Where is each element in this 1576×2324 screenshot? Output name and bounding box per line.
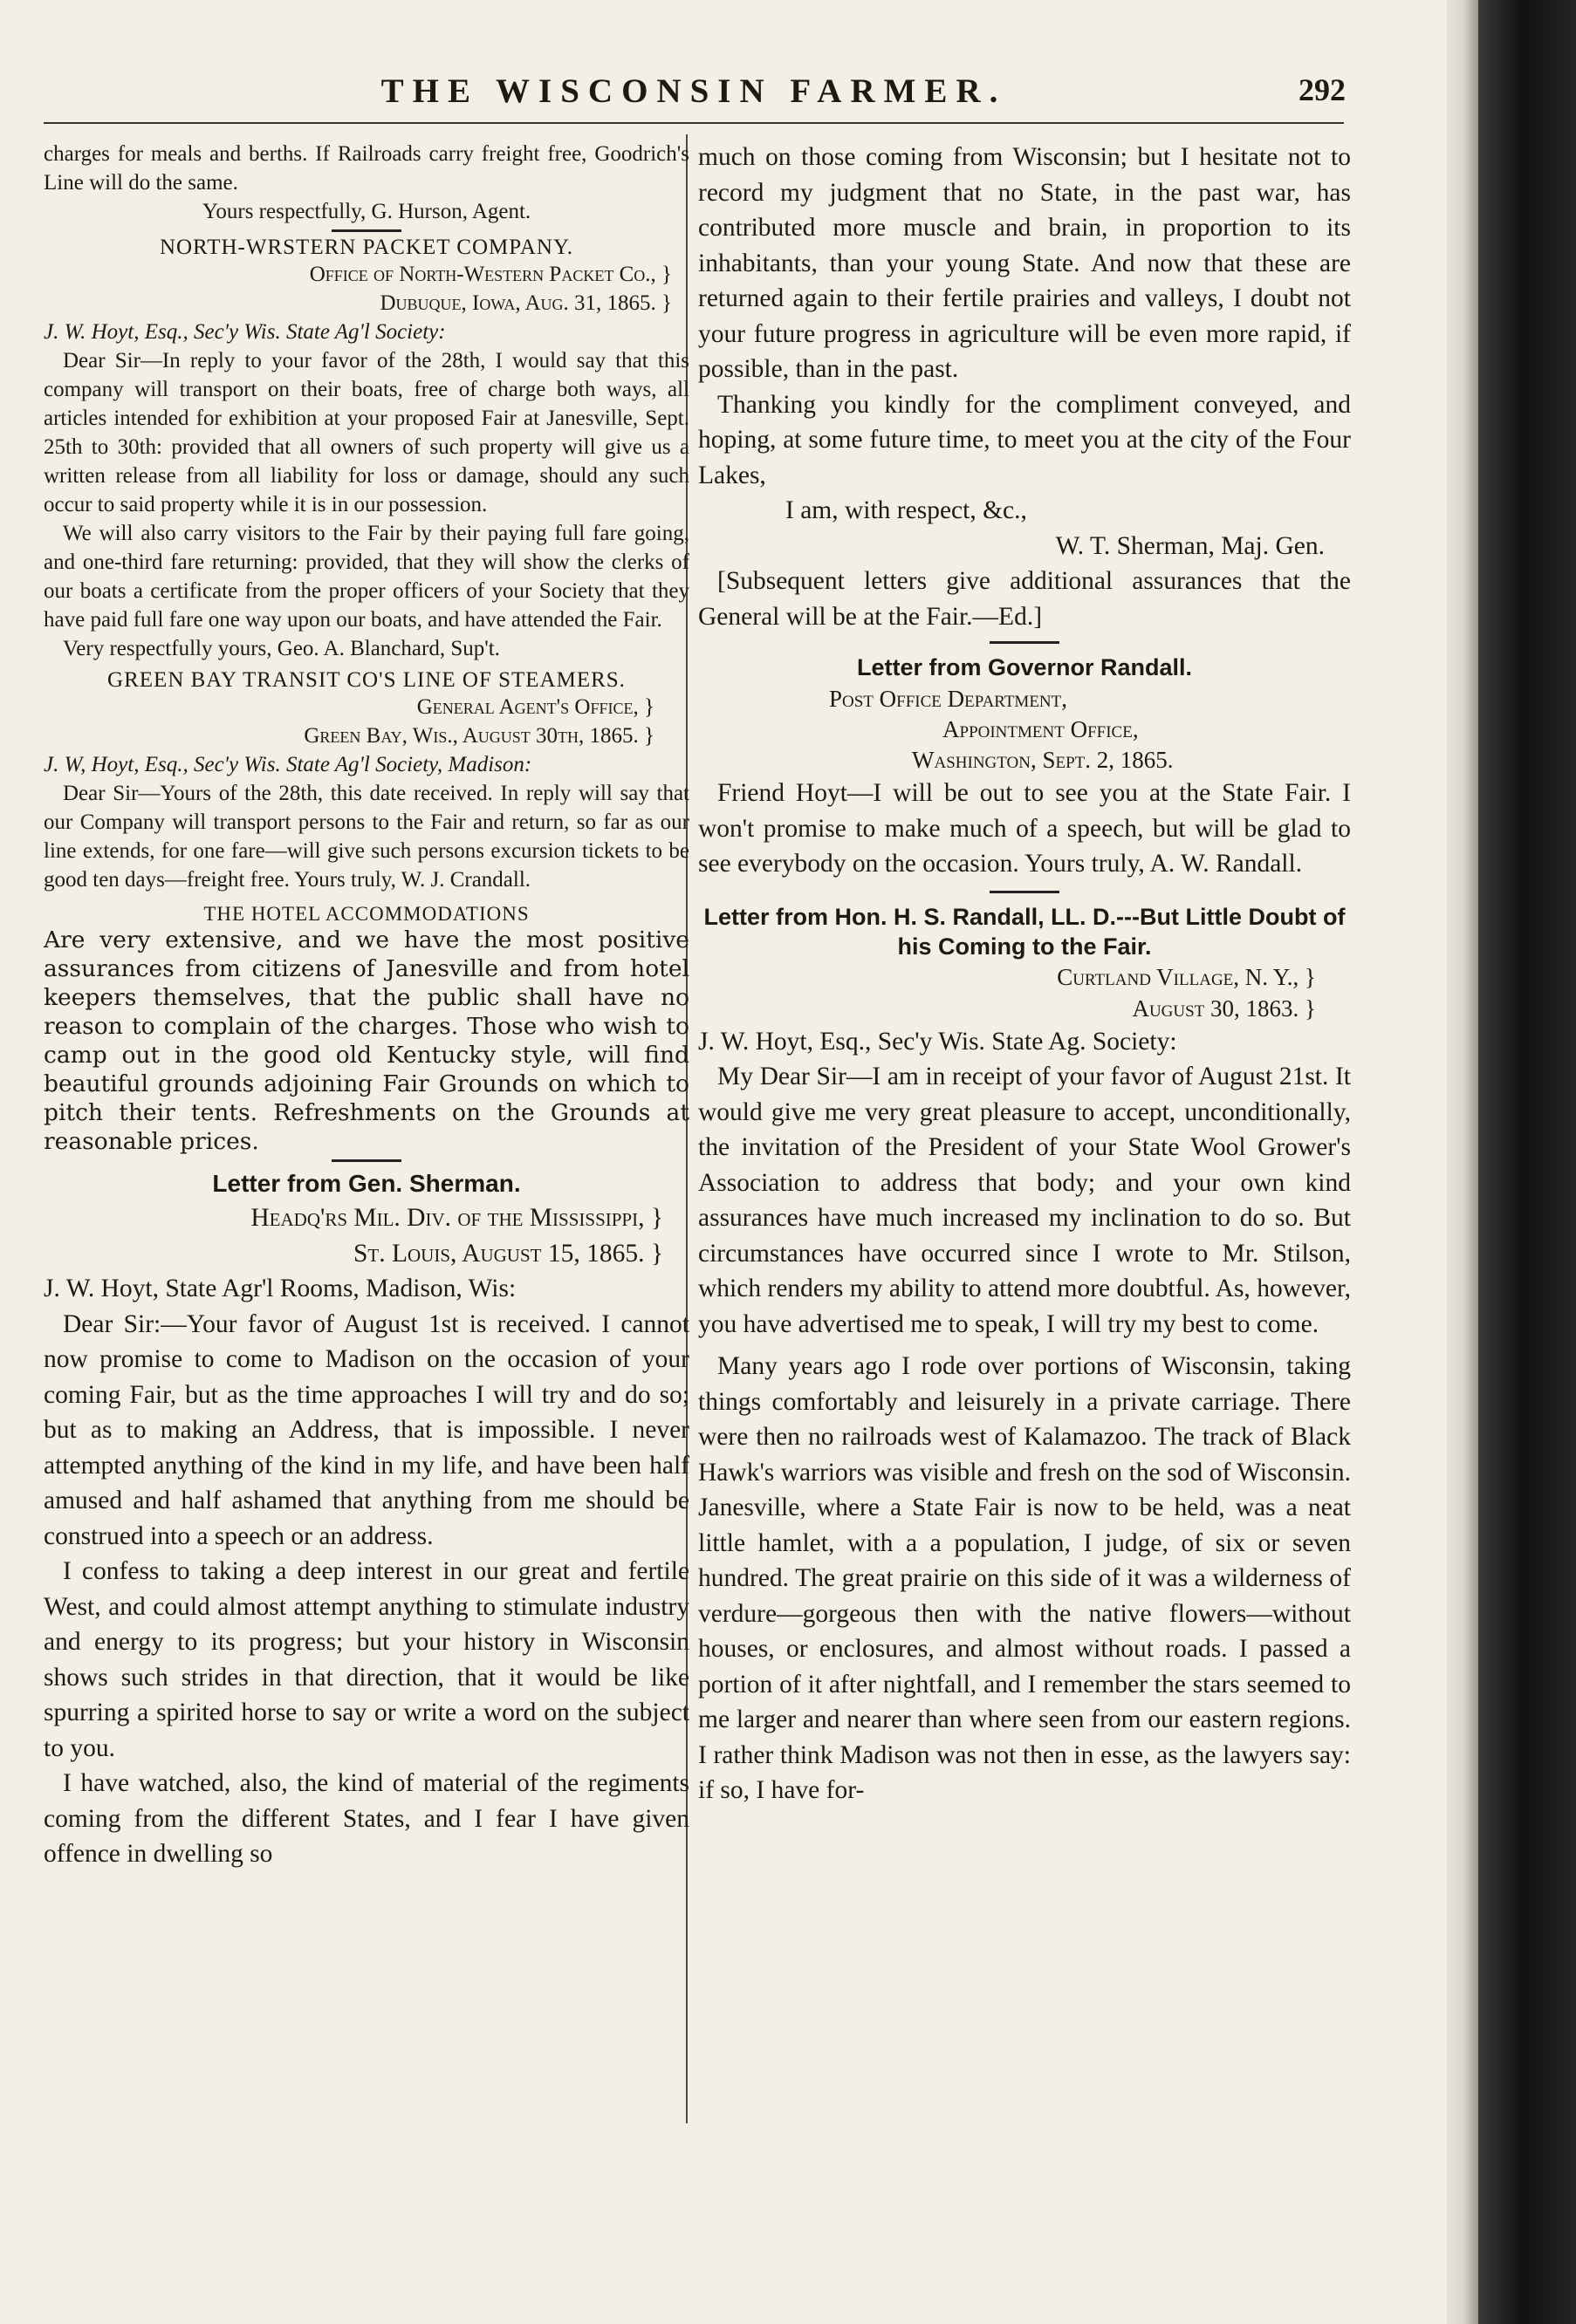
goodrich-text: charges for meals and berths. If Railroads carry freight free, Goodrich's Line will do the same. [44,142,689,195]
hs-paragraph-1: My Dear Sir—I am in receipt of your favor of August 21st. It would give me very great pleasure to accept, unconditionally, the invitation of the President of your State Wool Grower's Association to address that body; and your own kind assurances have much increased my inclination to do so. But circumstances have occurred since I wrote to Mr. Stilson, which renders my ability to attend more doubtful. As, however, you have advertised me to speak, I will try my best to come. [698,1063,1351,1338]
greenbay-body: Dear Sir—Yours of the 28th, this date received. In reply will say that our Company will transport persons to the Fair and return, so far as our line extends, for one fare—will give such persons excursion tickets to be good ten days—freight free. Yours truly, W. J. Crandall. [44,782,689,892]
hs-paragraph-2: Many years ago I rode over portions of Wisconsin, taking things comfortably and leisurely in a private carriage. There were then no railroads west of Kalamazoo. The track of Black Hawk's warriors was visible and fresh on the sod of Wisconsin. Janesville, where a State Fair is now to be held, was a neat little hamlet, with a a population, I judge, of six or seven hundred. The great prairie on this side of it was a wilderness of verdure—gorgeous then with the native flowers—without houses, or enclosures, and almost without roads. I passed a portion of it after nightfall, and I remember the stars seemed to me larger and nearer than where seen from our eastern regions. I rather think Madison was not then in esse, as the lawyers say: if so, I have for- [698,1352,1351,1804]
sherman-signature: W. T. Sherman, Maj. Gen. [1055,531,1325,560]
randall-address-3: Washington, Sept. 2, 1865. [912,747,1174,773]
hotel-heading: THE HOTEL ACCOMMODATIONS [203,903,530,925]
greenbay-heading: GREEN BAY TRANSIT CO'S LINE OF STEAMERS. [107,668,626,692]
running-header [44,72,1344,117]
separator [332,229,401,232]
spacer [698,1342,1351,1349]
randall-heading: Letter from Governor Randall. [856,654,1193,680]
sherman-continued: much on those coming from Wisconsin; but I hesitate not to record my judgment that no State, in the past war, has contributed more muscle and brain, in proportion to its inhabitants, than your young State. And now that these are returned again to their fertile prairies and valleys, I doubt not your future progress in agriculture will be even more rapid, if possible, than in the past. [698,143,1351,383]
left-column [44,140,689,1872]
greenbay-address-1: General Agent's Office, } [416,695,654,719]
packet-body: Dear Sir—In reply to your favor of the 28th, I would say that this company will transport on their boats, free of charge both ways, all articles intended for exhibition at your proposed Fair at Janesville, Sept. 25th to 30th: provided that all owners of such property will give us a written release from all liability for loss or damage, should any such occur to said property while it is in our possession. [44,349,689,516]
book-spine [1478,0,1576,2324]
hotel-body: Are very extensive, and we have the most positive assurances from citizens of Janesville and from hotel keepers themselves, that the public shall have no reason to complain of the charges. Those who wish to camp out in the good old Kentucky style, will find beautiful grounds adjoining Fair Grounds on which to pitch their tents. Refreshments on the Grounds at reasonable prices. [44,926,689,1155]
packet-signature: Very respectfully yours, Geo. A. Blanchard, Sup't. [63,637,500,660]
sherman-salutation: J. W. Hoyt, State Agr'l Rooms, Madison, Wis: [44,1275,517,1302]
sherman-paragraph-3: I have watched, also, the kind of material of the regiments coming from the different States, and I fear I have given offence in dwelling so [44,1769,689,1868]
sherman-address-1: Headq'rs Mil. Div. of the Mississippi, } [250,1204,663,1232]
editor-note: [Subsequent letters give additional assurances that the General will be at the Fair.—Ed.] [698,567,1351,631]
sherman-paragraph-2: I confess to taking a deep interest in our great and fertile West, and could almost attempt anything to stimulate industry and energy to its progress; but your history in Wisconsin shows such strides in that direction, that it would be like spurring a spirited horse to say or write a word on the subject to you. [44,1557,689,1762]
packet-body-2: We will also carry visitors to the Fair by their paying full fare going, and one-third fare returning: provided, that they will show the clerks of our boats a certificate from the proper officers of your Society that they have paid full fare one way upon our boats, and have attended the Fair. [44,522,689,632]
header-rule [44,122,1344,124]
randall-body: Friend Hoyt—I will be out to see you at the State Fair. I won't promise to make much of a speech, but will be glad to see everybody on the occasion. Yours truly, A. W. Randall. [698,779,1351,878]
spacer [44,894,689,903]
page-number: 292 [1298,72,1346,107]
right-column [698,140,1351,1808]
hs-address-2: August 30, 1863. } [1132,995,1316,1022]
sherman-paragraph-1: Dear Sir:—Your favor of August 1st is received. I cannot now promise to come to Madison on the occasion of your coming Fair, but as the time approaches I will try and do so; but as to making an Address, that is impossible. I never attempted anything of the kind in my life, and have been half amused and half ashamed that anything from me should be construed into a speech or an address. [44,1309,689,1550]
sherman-heading: Letter from Gen. Sherman. [212,1170,521,1197]
randall-address-2: Appointment Office, [942,716,1139,742]
hs-address-1: Curtland Village, N. Y., } [1057,963,1316,990]
greenbay-address-2: Green Bay, Wis., August 30th, 1865. } [304,724,654,748]
packet-heading: NORTH-WRSTERN PACKET COMPANY. [159,236,574,259]
packet-salutation: J. W. Hoyt, Esq., Sec'y Wis. State Ag'l Society: [44,320,446,344]
sherman-close: I am, with respect, &c., [785,496,1027,524]
randall-address-1: Post Office Department, [829,686,1068,712]
sherman-address-2: St. Louis, August 15, 1865. } [353,1239,663,1268]
separator [332,1159,401,1162]
greenbay-salutation: J. W, Hoyt, Esq., Sec'y Wis. State Ag'l Society, Madison: [44,753,532,776]
hs-salutation: J. W. Hoyt, Esq., Sec'y Wis. State Ag. Society: [698,1027,1177,1056]
page-edge [1447,0,1478,2324]
sherman-thanks: Thanking you kindly for the compliment conveyed, and hoping, at some future time, to meet you at the city of the Four Lakes, [698,390,1351,489]
hs-randall-heading: Letter from Hon. H. S. Randall, LL. D.---But Little Doubt of his Coming to the Fair. [703,903,1346,960]
journal-title: THE WISCONSIN FARMER. [380,72,1007,110]
packet-address-2: Dubuque, Iowa, Aug. 31, 1865. } [380,291,672,315]
separator [990,891,1059,893]
goodrich-signature: Yours respectfully, G. Hurson, Agent. [202,200,531,223]
separator [990,641,1059,644]
packet-address-1: Office of North-Western Packet Co., } [309,263,672,286]
